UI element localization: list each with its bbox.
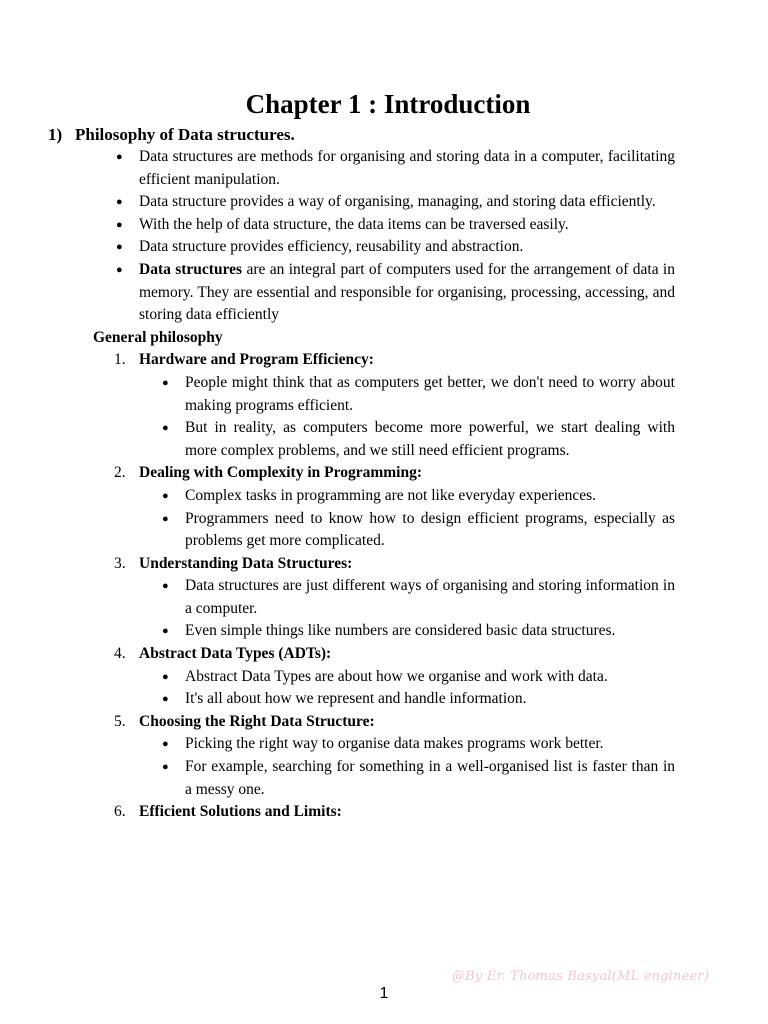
bullet-icon: ● (162, 580, 169, 593)
bullet-icon: ● (162, 422, 169, 435)
list-item: ● People might think that as computers get better, we don't need to worry about making programs efficient. (162, 373, 675, 414)
bullet-icon: ● (162, 376, 169, 389)
chapter-title: Chapter 1 : Introduction (245, 89, 531, 119)
list-item: ● Data structure provides a way of organising, managing, and storing data efficiently. (139, 191, 675, 214)
list-item: ● Picking the right way to organise data makes programs work better. (185, 733, 675, 756)
document-body (0, 146, 768, 824)
numbered-heading: 4. Abstract Data Types (ADTs): (114, 645, 332, 663)
list-item: ● Abstract Data Types are about how we organise and work with data. (185, 666, 675, 689)
list-item: ● Data structures are methods for organising and storing data in a computer, facilitating efficient manipulation. (116, 148, 675, 188)
bullet-icon: ● (116, 241, 123, 254)
bullet-icon: ● (162, 693, 169, 706)
numbered-heading: 1. Hardware and Program Efficiency: (114, 351, 374, 369)
numbered-heading: 2. Dealing with Complexity in Programming: (114, 464, 423, 482)
list-item: ● Data structure provides efficiency, reusability and abstraction. (139, 236, 675, 259)
section-heading (48, 123, 688, 147)
bullet-icon: ● (162, 625, 169, 638)
bullet-icon: ● (116, 151, 123, 163)
bullet-icon: ● (162, 761, 169, 774)
page-number: 1 (379, 985, 389, 1002)
list-item: ● Programmers need to know how to design efficient programs, especially as problems get more complicated. (162, 509, 675, 550)
section-number: 1) (48, 125, 63, 144)
bullet-icon: ● (116, 196, 123, 209)
list-item: ● Data structures are just different ways of organising and storing information in a computer. (162, 577, 675, 617)
list-item: ● Complex tasks in programming are not like everyday experiences. (185, 485, 675, 508)
list-item: ● For example, searching for something in a well-organised list is faster than in a messy one. (162, 758, 675, 798)
numbered-heading: 3. Understanding Data Structures: (114, 554, 353, 572)
numbered-heading: 5. Choosing the Right Data Structure: (114, 712, 375, 730)
general-philosophy-heading: General philosophy (93, 328, 223, 346)
numbered-heading: 6. Efficient Solutions and Limits: (114, 803, 342, 821)
bullet-icon: ● (162, 489, 169, 502)
bullet-icon: ● (162, 670, 169, 683)
list-item: ● With the help of data structure, the data items can be traversed easily. (139, 214, 675, 237)
list-item: ● It's all about how we represent and handle information. (185, 688, 675, 711)
list-item: ● Data structures are an integral part of computers used for the arrangement of data in memory. They are essential and responsible for organising, processing, accessing, and storing data efficiently (116, 260, 675, 324)
bullet-icon: ● (162, 512, 169, 525)
author-watermark: @By Er. Thomas Basyal(ML engineer) (452, 969, 710, 984)
bold-lead: Data structures (139, 260, 243, 278)
bullet-icon: ● (162, 738, 169, 751)
list-item: ● Even simple things like numbers are considered basic data structures. (185, 620, 675, 643)
bullet-icon: ● (116, 218, 123, 231)
section-title: Philosophy of Data structures. (75, 125, 295, 144)
list-item: ● But in reality, as computers become more powerful, we start dealing with more complex problems, and we still need efficient programs. (162, 419, 675, 459)
bullet-icon: ● (116, 263, 123, 276)
